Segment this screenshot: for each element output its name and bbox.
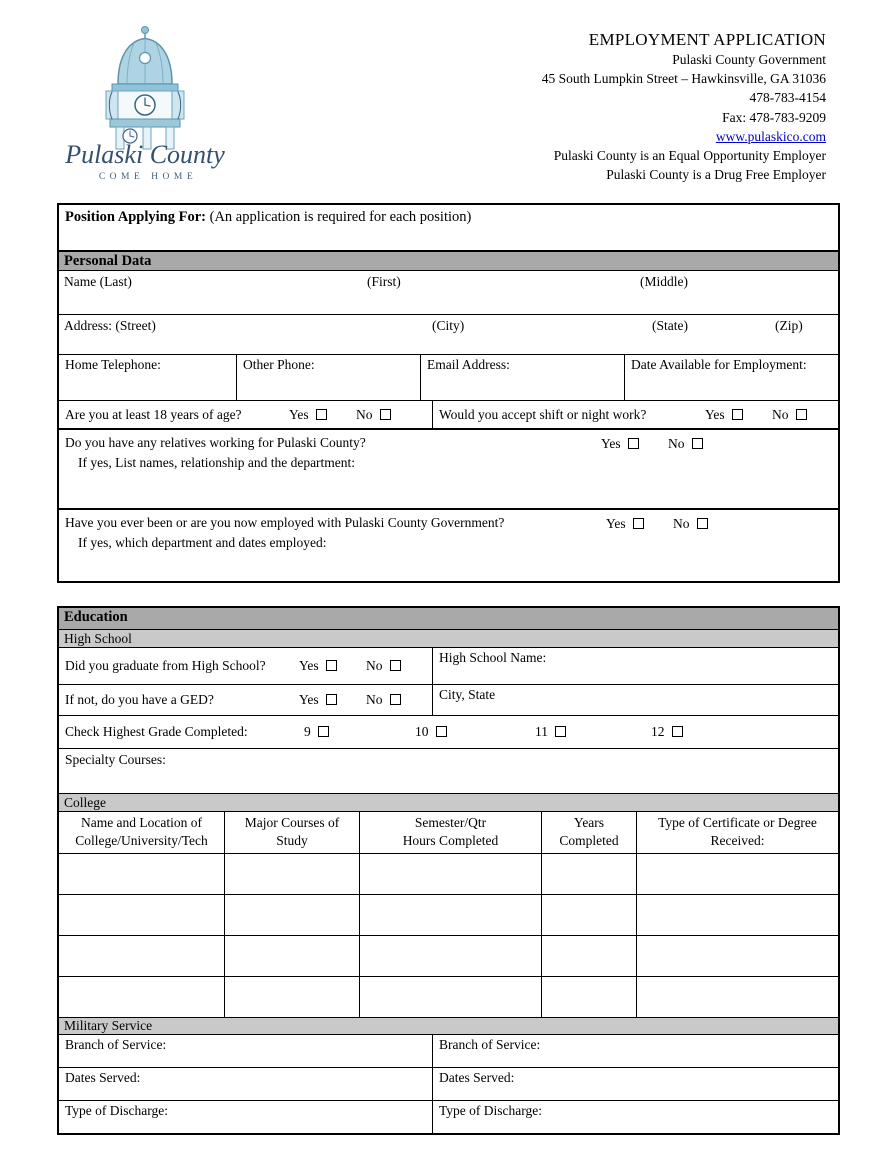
dates-served-field[interactable]: [59, 1068, 432, 1100]
military-discharge-row: [59, 1100, 838, 1133]
logo-tagline: COME HOME: [98, 172, 198, 182]
yes-label: Yes: [705, 406, 725, 422]
age-yes-checkbox[interactable]: [316, 409, 327, 420]
college-cell[interactable]: [59, 936, 224, 976]
college-cell[interactable]: [636, 977, 838, 1017]
college-col-years: Years Completed: [541, 812, 636, 853]
type-of-discharge-label: Type of Discharge:: [65, 1103, 169, 1118]
college-table-row: [59, 894, 838, 935]
college-col-hours: Semester/Qtr Hours Completed: [359, 812, 541, 853]
age-question-cell: [59, 401, 432, 428]
college-cell[interactable]: [59, 895, 224, 935]
grade-10-checkbox[interactable]: [436, 726, 447, 737]
grade-11-checkbox[interactable]: [555, 726, 566, 737]
college-cell[interactable]: [359, 854, 541, 894]
other-phone-field[interactable]: [236, 355, 420, 400]
address-state-label: (State): [652, 318, 688, 333]
relatives-followup: If yes, List names, relationship and the department:: [78, 455, 356, 470]
branch-of-service-label: Branch of Service:: [65, 1037, 167, 1052]
email-address-label: Email Address:: [427, 357, 510, 372]
ged-no-checkbox[interactable]: [390, 694, 401, 705]
college-cell[interactable]: [359, 895, 541, 935]
name-middle-label: (Middle): [640, 274, 688, 289]
employed-followup: If yes, which department and dates employed:: [78, 535, 327, 550]
college-cell[interactable]: [541, 936, 636, 976]
prior-employment-field[interactable]: [59, 508, 838, 579]
military-branch-row: [59, 1034, 838, 1067]
date-available-label: Date Available for Employment:: [631, 357, 807, 372]
high-school-subheader: [59, 629, 838, 647]
letterhead: [542, 29, 826, 184]
grade-9-label: 9: [304, 724, 311, 739]
yes-label: Yes: [289, 406, 309, 422]
grade-12-label: 12: [651, 724, 665, 739]
college-table-row: [59, 853, 838, 894]
college-cell[interactable]: [224, 895, 359, 935]
graduate-no-checkbox[interactable]: [390, 660, 401, 671]
specialty-courses-field[interactable]: [59, 748, 838, 793]
fax-number: Fax: 478-783-9209: [722, 109, 826, 125]
hs-graduate-row: [59, 647, 838, 684]
college-cell[interactable]: [59, 854, 224, 894]
education-title: Education: [64, 609, 128, 625]
address-street-label: Address: (Street): [64, 318, 156, 333]
eoe-statement: Pulaski County is an Equal Opportunity Employer: [553, 148, 826, 164]
graduate-question-cell: [59, 648, 432, 684]
college-cell[interactable]: [359, 977, 541, 1017]
drug-free-statement: Pulaski County is a Drug Free Employer: [606, 167, 826, 183]
grade-12-checkbox[interactable]: [672, 726, 683, 737]
no-label: No: [366, 692, 383, 707]
college-cell[interactable]: [541, 977, 636, 1017]
military-service-title: Military Service: [64, 1018, 153, 1033]
college-table-header: [59, 811, 838, 853]
address-zip-label: (Zip): [775, 318, 803, 333]
college-subheader: [59, 793, 838, 811]
hs-name-label: High School Name:: [439, 650, 547, 665]
website-link[interactable]: www.pulaskico.com: [715, 128, 826, 144]
employed-question: Have you ever been or are you now employed with Pulaski County Government?: [65, 515, 505, 530]
personal-data-section: [57, 203, 840, 583]
position-note: (An application is required for each position): [209, 209, 472, 225]
home-telephone-field[interactable]: [59, 355, 236, 400]
relatives-question-field[interactable]: [59, 428, 838, 508]
no-label: No: [772, 406, 789, 422]
college-cell[interactable]: [224, 936, 359, 976]
address-city-label: (City): [432, 318, 465, 333]
type-of-discharge-field[interactable]: [59, 1101, 432, 1133]
no-label: No: [673, 516, 690, 531]
address-field[interactable]: [59, 314, 838, 354]
shift-question: Would you accept shift or night work?: [439, 406, 647, 422]
home-telephone-label: Home Telephone:: [65, 357, 161, 372]
college-col-major: Major Courses of Study: [224, 812, 359, 853]
graduate-question: Did you graduate from High School?: [65, 658, 266, 673]
street-address: 45 South Lumpkin Street – Hawkinsville, GA 31036: [541, 71, 826, 87]
shift-question-cell: [432, 401, 838, 428]
contact-row: [59, 354, 838, 400]
college-col-name: Name and Location of College/University/Tech: [75, 815, 208, 849]
pulaski-county-logo: [60, 20, 238, 186]
branch-of-service-field[interactable]: [59, 1035, 432, 1067]
yes-label: Yes: [606, 516, 626, 531]
org-name: Pulaski County Government: [672, 52, 826, 67]
branch-of-service-label: Branch of Service:: [439, 1037, 541, 1052]
college-table-row: [59, 935, 838, 976]
name-last-label: Name (Last): [64, 274, 132, 289]
graduate-yes-checkbox[interactable]: [326, 660, 337, 671]
personal-data-title: Personal Data: [64, 253, 152, 269]
college-table-row: [59, 976, 838, 1017]
city-state-label: City, State: [439, 687, 496, 702]
logo-wordmark: Pulaski County: [65, 140, 225, 169]
other-phone-label: Other Phone:: [243, 357, 315, 372]
ged-question: If not, do you have a GED?: [65, 692, 214, 707]
age-no-checkbox[interactable]: [380, 409, 391, 420]
shift-yes-checkbox[interactable]: [732, 409, 743, 420]
highest-grade-row: [59, 715, 838, 748]
position-applying-field[interactable]: [59, 205, 838, 250]
phone-number: 478-783-4154: [749, 90, 826, 106]
dates-served-label: Dates Served:: [439, 1070, 515, 1085]
no-label: No: [366, 658, 383, 673]
college-cell[interactable]: [541, 854, 636, 894]
grade-10-label: 10: [415, 724, 429, 739]
grade-11-label: 11: [535, 724, 548, 739]
college-cell[interactable]: [224, 854, 359, 894]
college-cell[interactable]: [59, 977, 224, 1017]
type-of-discharge-label: Type of Discharge:: [439, 1103, 543, 1118]
ged-yes-checkbox[interactable]: [326, 694, 337, 705]
no-label: No: [668, 436, 685, 451]
college-cell[interactable]: [359, 936, 541, 976]
name-first-label: (First): [367, 274, 401, 289]
relatives-question: Do you have any relatives working for Pulaski County?: [65, 435, 366, 450]
high-school-title: High School: [64, 631, 132, 646]
military-service-subheader: [59, 1017, 838, 1034]
college-cell[interactable]: [636, 895, 838, 935]
document-title: EMPLOYMENT APPLICATION: [588, 30, 826, 49]
college-col-degree: Type of Certificate or Degree Received:: [636, 812, 838, 853]
dates-served-field[interactable]: [432, 1068, 838, 1100]
shift-no-checkbox[interactable]: [796, 409, 807, 420]
college-title: College: [64, 795, 106, 810]
grade-label: Check Highest Grade Completed:: [65, 724, 248, 739]
hs-name-field[interactable]: [432, 648, 838, 684]
yes-label: Yes: [601, 436, 621, 451]
specialty-courses-label: Specialty Courses:: [65, 752, 166, 767]
age-shift-row: [59, 400, 838, 428]
personal-data-header: [59, 250, 838, 270]
position-label: Position Applying For:: [65, 209, 206, 225]
name-field[interactable]: [59, 270, 838, 314]
relatives-no-checkbox[interactable]: [692, 438, 703, 449]
no-label: No: [356, 406, 373, 422]
college-cell[interactable]: [224, 977, 359, 1017]
military-dates-row: [59, 1067, 838, 1100]
yes-label: Yes: [299, 692, 319, 707]
college-cell[interactable]: [541, 895, 636, 935]
college-cell[interactable]: [636, 936, 838, 976]
employed-yes-checkbox[interactable]: [633, 518, 644, 529]
hs-city-state-field[interactable]: [432, 685, 838, 715]
relatives-yes-checkbox[interactable]: [628, 438, 639, 449]
college-cell[interactable]: [636, 854, 838, 894]
ged-row: [59, 684, 838, 715]
education-header: [59, 608, 838, 629]
courthouse-dome-illustration: [60, 20, 238, 186]
grade-9-checkbox[interactable]: [318, 726, 329, 737]
employed-no-checkbox[interactable]: [697, 518, 708, 529]
education-section: [57, 606, 840, 1135]
age-question: Are you at least 18 years of age?: [65, 406, 242, 422]
branch-of-service-field[interactable]: [432, 1035, 838, 1067]
ged-question-cell: [59, 685, 432, 715]
dates-served-label: Dates Served:: [65, 1070, 141, 1085]
type-of-discharge-field[interactable]: [432, 1101, 838, 1133]
yes-label: Yes: [299, 658, 319, 673]
date-available-field[interactable]: [624, 355, 838, 400]
email-address-field[interactable]: [420, 355, 624, 400]
